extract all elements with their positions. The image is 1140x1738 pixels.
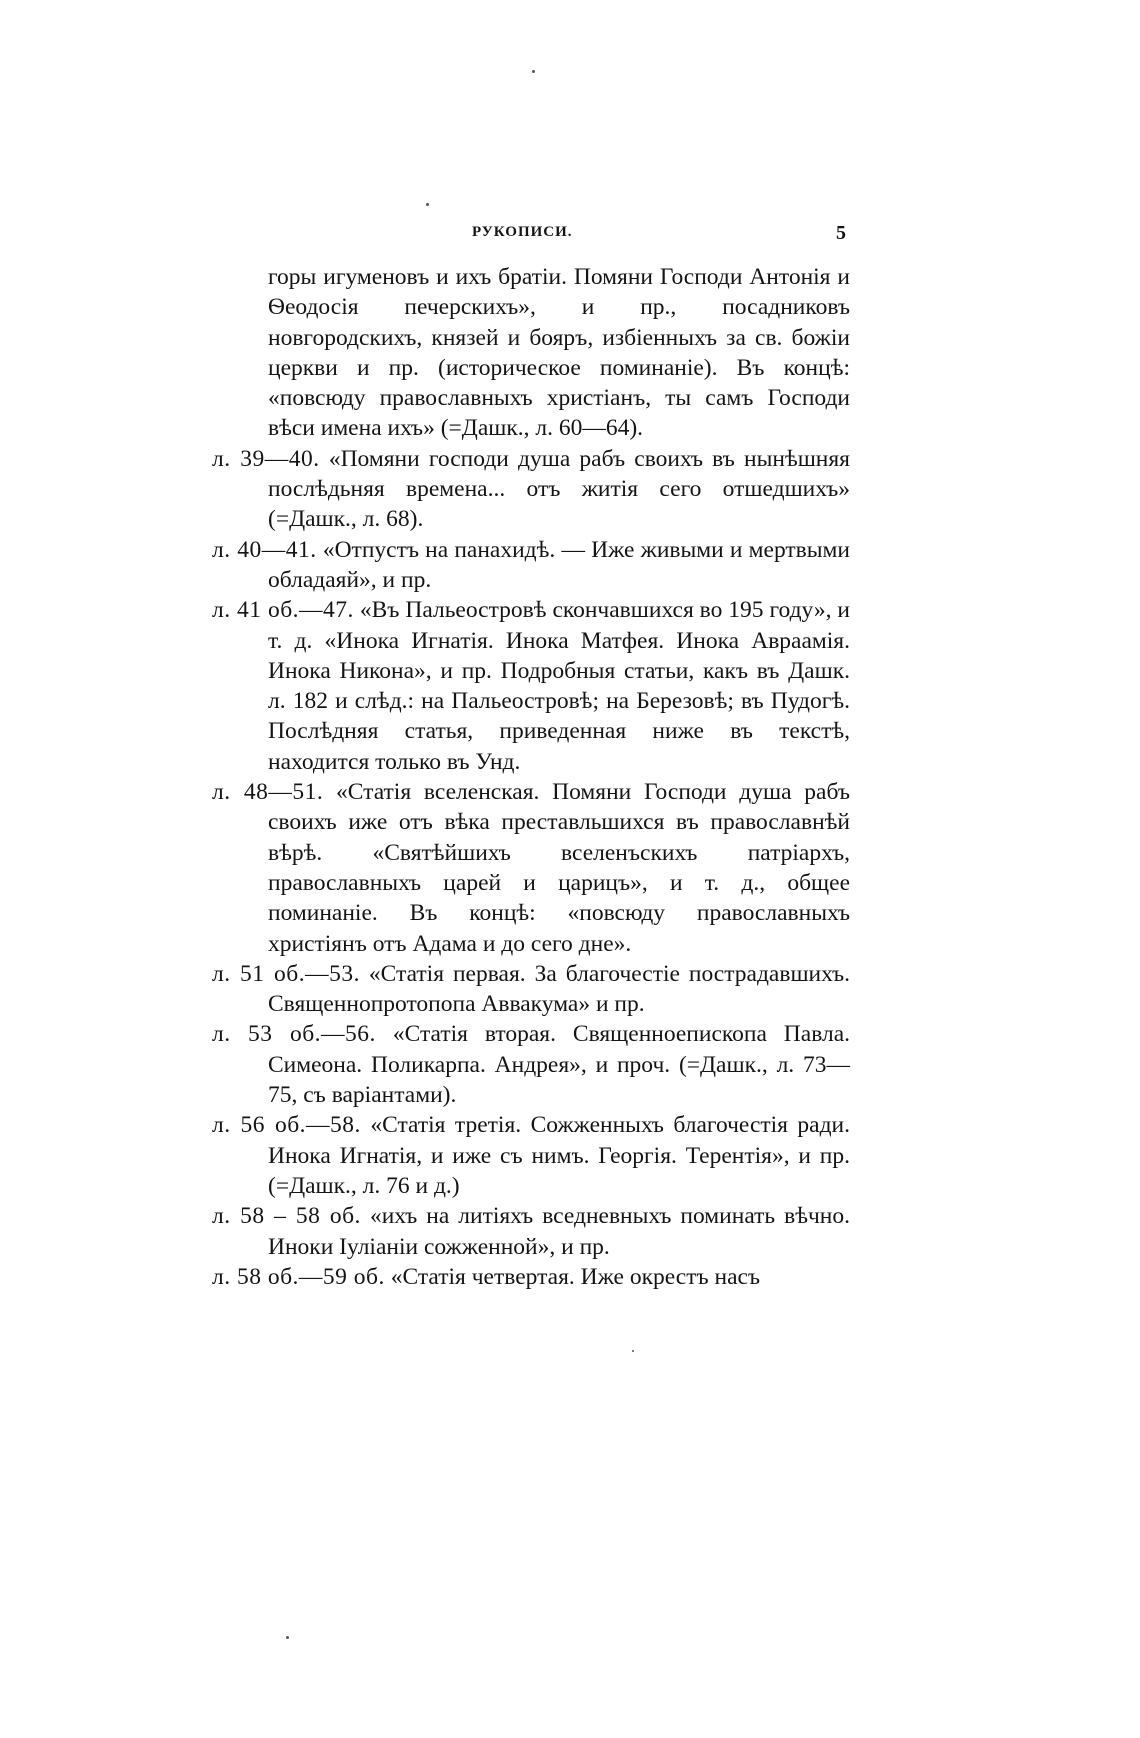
entry-text: «Отпустъ на панахидѣ. — Иже живыми и мертвыми обладаяй», и пр. <box>268 536 851 593</box>
folio-entry <box>212 1110 850 1201</box>
folio-reference: л. 53 об.—56. <box>212 1021 376 1048</box>
page-number: 5 <box>836 222 846 244</box>
folio-entry <box>212 1019 850 1110</box>
entry-text: «Статія вторая. Священноепископа Павла. Симеона. Поликарпа. Андрея», и проч. (=Дашк., л. 73—75, съ варіантами). <box>268 1021 851 1109</box>
scan-speck <box>426 203 429 206</box>
folio-entry <box>212 595 850 777</box>
scan-speck <box>286 1636 289 1639</box>
entry-text: «Статія третія. Сожженныхъ благочестія ради. Инока Игнатія, и иже съ нимъ. Георгія. Терентія», и пр. (=Дашк., л. 76 и д.) <box>268 1112 851 1199</box>
folio-entry <box>212 444 850 535</box>
folio-entry <box>212 1262 850 1292</box>
text-body <box>212 262 850 1292</box>
entry-text: «Статія четвертая. Иже окрестъ насъ <box>390 1263 761 1290</box>
folio-reference: л. 39—40. <box>212 445 320 472</box>
folio-reference: л. 56 об.—58. <box>212 1112 361 1139</box>
folio-reference: л. 48—51. <box>212 779 324 806</box>
folio-entry <box>212 959 850 1020</box>
entry-text: «Помяни господи душа рабъ своихъ въ нынѣшняя послѣдьняя времена... отъ житія сего отшедшихъ» (=Дашк., л. 68). <box>268 445 850 533</box>
scan-speck <box>632 1350 634 1352</box>
folio-reference: л. 58 – 58 об. <box>212 1203 361 1230</box>
paragraph-text: горы игуменовъ и ихъ братіи. Помяни Господи Антонія и Ѳеодосія печерскихъ», и пр., посадниковъ новгородскихъ, князей и бояръ, избіенныхъ за св. божіи церкви и пр. (историческое поминаніе). Въ концѣ: «повсюду православныхъ христіанъ, ты самъ Господи вѣси имена ихъ» (=Дашк., л. 60—64). <box>268 264 850 442</box>
folio-entry <box>212 535 850 596</box>
entry-text: «Статія вселенская. Помяни Господи душа рабъ своихъ иже отъ вѣка преставльшихся въ православнѣй вѣрѣ. «Святѣйшихъ вселенъскихъ патріархъ, православныхъ царей и царицъ», и т. д., общее поминаніе. Въ концѣ: «повсюду православныхъ христіянъ отъ Адама и до сего дне». <box>268 779 850 957</box>
folio-reference: л. 41 об.—47. <box>212 597 354 624</box>
folio-entry <box>212 777 850 959</box>
entry-text: «Въ Пальеостровѣ скончавшихся во 195 году», и т. д. «Инока Игнатія. Инока Матфея. Инока Авраамія. Инока Никона», и пр. Подробныя статьи, какъ въ Дашк. л. 182 и слѣд.: на Пальеостровѣ; на Березовѣ; въ Пудогѣ. Послѣдняя статья, приведенная ниже въ текстѣ, находится только въ Унд. <box>268 597 851 775</box>
folio-reference: л. 58 об.—59 об. <box>212 1263 385 1290</box>
paragraph-continuation <box>212 262 850 444</box>
running-header <box>212 222 850 252</box>
folio-reference: л. 40—41. <box>212 536 317 563</box>
entry-text: «Статія первая. За благочестіе пострадавшихъ. Священнопротопопа Аввакума» и пр. <box>268 960 851 1018</box>
running-title: РУКОПИСИ. <box>472 224 573 240</box>
scan-speck <box>532 70 535 73</box>
folio-entry <box>212 1201 850 1262</box>
folio-reference: л. 51 об.—53. <box>212 960 360 987</box>
entry-text: «ихъ на литіяхъ вседневныхъ поминать вѣчно. Иноки Іуліаніи сожженной», и пр. <box>268 1203 851 1260</box>
